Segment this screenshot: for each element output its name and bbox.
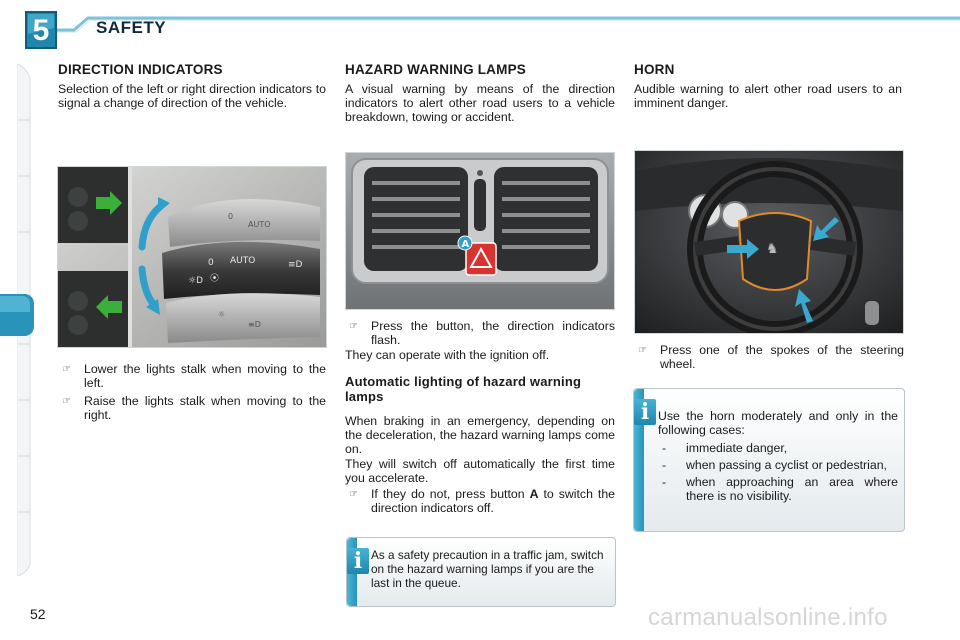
automatic-hazard-heading: Automatic lighting of hazard warning lamps — [345, 374, 582, 404]
watermark: carmanualsonline.info — [648, 604, 888, 631]
hazard-heading: HAZARD WARNING LAMPS — [345, 62, 526, 77]
svg-text:0: 0 — [228, 212, 234, 221]
direction-indicators-instructions — [58, 362, 326, 422]
direction-indicators-heading: DIRECTION INDICATORS — [58, 62, 223, 77]
list-item: - immediate danger, — [662, 441, 788, 455]
hazard-ignition-note: They can operate with the ignition off. — [345, 348, 550, 362]
direction-indicators-intro: Selection of the left or right direction indicators to signal a change of direction of the vehicle. — [58, 82, 326, 110]
active-chapter-tab[interactable] — [0, 292, 36, 338]
header-band — [56, 16, 960, 44]
list-item: ☞ Press one of the spokes of the steering wheel. — [634, 343, 904, 371]
button-reference: A — [529, 487, 539, 501]
svg-text:≡D: ≡D — [248, 320, 261, 329]
svg-text:⦿: ⦿ — [210, 274, 220, 284]
horn-heading: HORN — [634, 62, 675, 77]
list-item: - when approaching an area where there is no visibility. — [662, 475, 898, 503]
svg-text:☼: ☼ — [218, 310, 226, 319]
horn-intro: Audible warning to alert other road users to an imminent danger. — [634, 82, 902, 110]
svg-text:☼D: ☼D — [188, 276, 203, 286]
hazard-button-photo — [345, 152, 615, 310]
lights-stalk-photo — [57, 166, 327, 348]
horn-info-box — [633, 388, 905, 532]
pointing-hand-icon: ☞ — [62, 396, 71, 407]
svg-text:♞: ♞ — [766, 241, 779, 257]
pointing-hand-icon: ☞ — [62, 364, 71, 375]
pointing-hand-icon: ☞ — [349, 321, 358, 332]
hazard-tip-text: As a safety precaution in a traffic jam, switch on the hazard warning lamps if you are the last in the queue. — [371, 548, 604, 590]
hazard-intro: A visual warning by means of the direction indicators to alert other road users to a vehicle breakdown, towing or accident. — [345, 82, 615, 124]
hazard-tip-box — [346, 537, 616, 607]
pointing-hand-icon: ☞ — [638, 345, 647, 356]
chapter-number: 5 — [32, 14, 50, 47]
list-item: ☞ Lower the lights stalk when moving to the left. — [58, 362, 326, 390]
svg-text:AUTO: AUTO — [230, 256, 256, 266]
info-icon: i — [634, 399, 656, 425]
page-number: 52 — [30, 606, 46, 622]
horn-info-intro: Use the horn moderately and only in the following cases: — [658, 409, 898, 437]
list-item: - when passing a cyclist or pedestrian, — [662, 458, 887, 472]
automatic-hazard-text: When braking in an emergency, depending on the deceleration, the hazard warning lamps come on. — [345, 414, 615, 456]
steering-wheel-photo — [634, 150, 904, 334]
automatic-hazard-text-2: They will switch off automatically the first time you accelerate. — [345, 457, 615, 485]
chapter-badge — [22, 8, 62, 54]
chapter-title: SAFETY — [96, 18, 167, 37]
svg-text:A: A — [461, 239, 470, 250]
info-icon: i — [347, 548, 369, 574]
pointing-hand-icon: ☞ — [349, 489, 358, 500]
svg-text:AUTO: AUTO — [248, 220, 271, 229]
svg-text:0: 0 — [208, 258, 214, 268]
svg-text:≡D: ≡D — [288, 260, 303, 270]
list-item: ☞ If they do not, press button A to switch the direction indicators off. — [345, 487, 615, 515]
list-item: ☞ Raise the lights stalk when moving to the right. — [58, 394, 326, 422]
list-item: ☞ Press the button, the direction indicators flash. — [345, 319, 615, 347]
